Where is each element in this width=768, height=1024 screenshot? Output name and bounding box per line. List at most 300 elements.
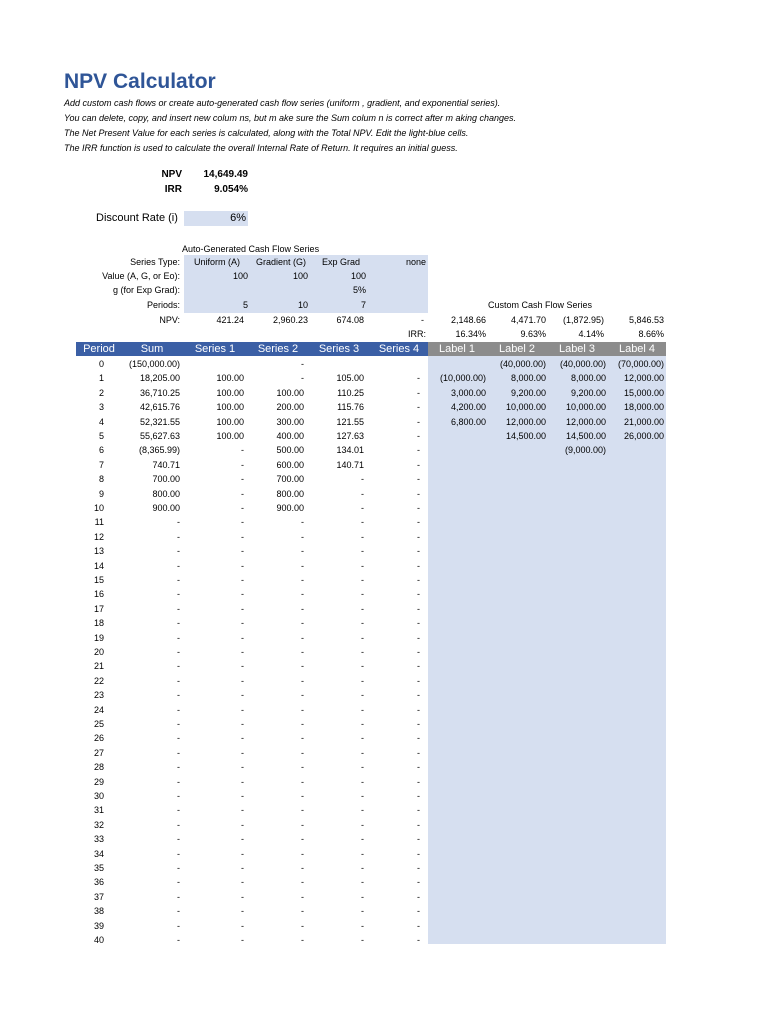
- cell-series-3: -: [361, 589, 364, 600]
- cell-series-4: -: [417, 387, 420, 398]
- cell-period: 16: [93, 589, 104, 600]
- cell-label-2[interactable]: 10,000.00: [505, 402, 546, 413]
- cell-sum: -: [177, 863, 180, 873]
- table-row: [0, 443, 768, 457]
- cell-sum: -: [177, 906, 180, 917]
- cell-series-4: -: [417, 877, 420, 888]
- cell-series-1: 100.00: [216, 387, 244, 398]
- cell-sum: -: [177, 603, 180, 614]
- cell-series-2: -: [301, 719, 304, 729]
- table-row: [0, 717, 768, 731]
- cell-series-3: -: [361, 920, 364, 931]
- series-2-npv: 2,960.23: [272, 315, 308, 325]
- cell-series-4: -: [417, 848, 420, 859]
- npv-label: NPV: [161, 169, 182, 180]
- cell-series-1: -: [241, 675, 244, 686]
- series-3-npv: 674.08: [336, 315, 364, 325]
- table-row: [0, 458, 768, 472]
- table-row: [0, 371, 768, 385]
- table-row: [0, 674, 768, 688]
- table-row: [0, 890, 768, 904]
- cell-series-1: -: [241, 920, 244, 931]
- cell-sum: -: [177, 776, 180, 787]
- cell-series-2: -: [301, 632, 304, 643]
- cell-label-1[interactable]: 6,800.00: [450, 416, 486, 427]
- irr-label: IRR: [164, 184, 182, 195]
- cell-series-4: -: [417, 560, 420, 571]
- cell-sum: -: [177, 560, 180, 571]
- cell-period: 2: [98, 387, 104, 398]
- cell-series-1: -: [241, 776, 244, 787]
- cell-label-2[interactable]: 12,000.00: [505, 416, 546, 427]
- cell-series-3: -: [361, 935, 364, 945]
- cell-sum: -: [177, 618, 180, 629]
- table-row: [0, 645, 768, 659]
- cell-series-4: -: [417, 762, 420, 773]
- table-row: [0, 760, 768, 774]
- table-row: [0, 832, 768, 846]
- cell-series-1: -: [241, 935, 244, 945]
- cell-series-2: -: [301, 819, 304, 830]
- cell-period: 31: [93, 805, 104, 816]
- table-row: [0, 933, 768, 947]
- cell-series-2: -: [301, 517, 304, 528]
- cell-label-1[interactable]: 3,000.00: [450, 387, 486, 398]
- cell-series-4: -: [417, 373, 420, 384]
- cell-series-4: -: [417, 488, 420, 499]
- table-row: [0, 357, 768, 371]
- npv-row-label: NPV:: [159, 315, 180, 325]
- cell-series-2: -: [301, 791, 304, 801]
- header-series-1: Series 1: [194, 343, 236, 355]
- cell-period: 18: [93, 618, 104, 629]
- cell-label-4[interactable]: 26,000.00: [623, 431, 664, 441]
- cell-series-4: -: [417, 416, 420, 427]
- discount-rate-input[interactable]: 6%: [184, 211, 248, 226]
- table-row: [0, 400, 768, 414]
- intro-line-4: The IRR function is used to calculate the overall Internal Rate of Return. It requires an initial guess.: [64, 143, 458, 153]
- cell-series-3: -: [361, 503, 364, 513]
- header-label-4[interactable]: Label 4: [618, 343, 656, 355]
- cell-period: 35: [93, 863, 104, 873]
- intro-line-2: You can delete, copy, and insert new colum ns, but m ake sure the Sum colum n is correct after m aking changes.: [64, 113, 517, 123]
- label-2-npv: 4,471.70: [510, 315, 546, 325]
- cell-period: 38: [93, 906, 104, 917]
- irr-row-label: IRR:: [408, 329, 426, 339]
- custom-series-title: Custom Cash Flow Series: [488, 300, 593, 310]
- series-3-periods[interactable]: 7: [360, 300, 366, 310]
- cell-series-1: -: [241, 863, 244, 873]
- table-row: [0, 487, 768, 501]
- cell-label-4[interactable]: 21,000.00: [623, 416, 664, 427]
- cell-series-1: -: [241, 618, 244, 629]
- cell-series-4: -: [417, 704, 420, 715]
- cell-series-2: -: [301, 618, 304, 629]
- g-label: g (for Exp Grad):: [112, 285, 180, 295]
- cell-period: 19: [93, 632, 104, 643]
- table-row: [0, 544, 768, 558]
- cell-label-4[interactable]: (70,000.00): [617, 359, 664, 369]
- cell-label-4[interactable]: 12,000.00: [623, 373, 664, 384]
- cell-series-1: -: [241, 733, 244, 744]
- cell-period: 4: [98, 416, 104, 427]
- cell-series-3: -: [361, 560, 364, 571]
- cell-series-2: 300.00: [276, 416, 304, 427]
- header-series-4: Series 4: [378, 343, 420, 355]
- cell-sum: 800.00: [152, 488, 180, 499]
- cell-series-1: -: [241, 517, 244, 528]
- series-1-type[interactable]: Uniform (A): [193, 257, 240, 267]
- cell-series-4: -: [417, 690, 420, 701]
- cell-series-1: 100.00: [216, 416, 244, 427]
- cell-series-1: -: [241, 848, 244, 859]
- cell-series-3: 105.00: [336, 373, 364, 384]
- cell-sum: 18,205.00: [139, 373, 180, 384]
- cell-series-3: -: [361, 747, 364, 758]
- cell-series-2: -: [301, 935, 304, 945]
- cell-label-3[interactable]: (40,000.00): [559, 359, 606, 369]
- table-row: [0, 515, 768, 529]
- cell-series-2: 100.00: [276, 387, 304, 398]
- cell-sum: -: [177, 891, 180, 902]
- table-row: [0, 530, 768, 544]
- cell-series-1: -: [241, 704, 244, 715]
- cell-series-1: -: [241, 747, 244, 758]
- cell-series-3: -: [361, 632, 364, 643]
- cell-series-4: -: [417, 834, 420, 845]
- table-row: [0, 602, 768, 616]
- cell-series-4: -: [417, 906, 420, 917]
- cell-label-3[interactable]: 8,000.00: [570, 373, 606, 384]
- cell-period: 32: [93, 819, 104, 830]
- cell-series-4: -: [417, 661, 420, 672]
- cell-period: 11: [94, 517, 104, 528]
- series-2-type[interactable]: Gradient (G): [255, 257, 306, 267]
- table-row: [0, 631, 768, 645]
- cell-sum: -: [177, 733, 180, 744]
- cell-series-3: -: [361, 661, 364, 672]
- cell-series-4: -: [417, 603, 420, 614]
- table-row: [0, 616, 768, 630]
- cell-series-4: -: [417, 618, 420, 629]
- cell-sum: 700.00: [152, 474, 180, 485]
- cell-series-2: -: [301, 733, 304, 744]
- cell-label-2[interactable]: 14,500.00: [505, 431, 546, 441]
- series-4-npv: -: [421, 315, 424, 325]
- cell-series-4: -: [417, 776, 420, 787]
- table-row: [0, 818, 768, 832]
- cell-series-4: -: [417, 632, 420, 643]
- cell-sum: -: [177, 589, 180, 600]
- cell-series-2: -: [301, 863, 304, 873]
- cell-period: 40: [93, 935, 104, 945]
- table-row: [0, 847, 768, 861]
- cell-series-2: -: [301, 603, 304, 614]
- cell-series-1: -: [241, 906, 244, 917]
- table-row: [0, 803, 768, 817]
- header-label-3[interactable]: Label 3: [558, 343, 596, 355]
- cell-series-2: 200.00: [276, 402, 304, 413]
- cell-period: 10: [93, 503, 104, 513]
- series-2-value[interactable]: 100: [292, 271, 308, 281]
- cell-period: 27: [93, 747, 104, 758]
- cell-sum: -: [177, 575, 180, 585]
- cell-series-1: -: [241, 488, 244, 499]
- cell-series-3: -: [361, 474, 364, 485]
- auto-series-title: Auto-Generated Cash Flow Series: [182, 244, 320, 254]
- cell-series-3: -: [361, 863, 364, 873]
- cell-series-2: 700.00: [276, 474, 304, 485]
- irr-total-value: 9.054%: [214, 184, 248, 195]
- cell-sum: 740.71: [152, 459, 180, 470]
- periods-label: Periods:: [146, 300, 180, 310]
- cell-series-2: -: [301, 747, 304, 758]
- cell-series-4: -: [417, 675, 420, 686]
- cell-period: 5: [98, 431, 104, 441]
- cell-series-3: 134.01: [336, 445, 364, 456]
- cell-series-2: -: [301, 805, 304, 816]
- cell-sum: -: [177, 920, 180, 931]
- table-row: [0, 789, 768, 803]
- cell-series-2: -: [301, 762, 304, 773]
- cell-period: 17: [93, 603, 104, 614]
- cell-series-1: -: [241, 546, 244, 557]
- cell-label-3[interactable]: 14,500.00: [565, 431, 606, 441]
- cell-label-3[interactable]: (9,000.00): [564, 445, 606, 456]
- cell-period: 1: [98, 373, 104, 384]
- cell-period: 29: [93, 776, 104, 787]
- cell-label-2[interactable]: 8,000.00: [510, 373, 546, 384]
- cell-label-3[interactable]: 12,000.00: [565, 416, 606, 427]
- cell-sum: (150,000.00): [128, 359, 180, 369]
- cell-series-2: -: [301, 675, 304, 686]
- label-1-irr: 16.34%: [455, 329, 486, 339]
- series-1-npv: 421.24: [216, 315, 244, 325]
- table-row: [0, 875, 768, 889]
- cell-label-1[interactable]: 4,200.00: [450, 402, 486, 413]
- cell-series-2: -: [301, 877, 304, 888]
- cell-series-1: -: [241, 834, 244, 845]
- cell-series-3: -: [361, 618, 364, 629]
- cell-series-3: -: [361, 647, 364, 657]
- cell-series-3: -: [361, 517, 364, 528]
- series-2-periods[interactable]: 10: [297, 300, 308, 310]
- header-label-1[interactable]: Label 1: [438, 343, 476, 355]
- cell-period: 36: [93, 877, 104, 888]
- cell-series-4: -: [417, 503, 420, 513]
- cell-series-4: -: [417, 517, 420, 528]
- table-row: [0, 746, 768, 760]
- cell-series-3: -: [361, 546, 364, 557]
- cell-label-1[interactable]: (10,000.00): [439, 373, 486, 384]
- table-row: [0, 429, 768, 443]
- cell-label-2[interactable]: 9,200.00: [510, 387, 546, 398]
- cell-label-4[interactable]: 18,000.00: [623, 402, 664, 413]
- header-period: Period: [83, 343, 115, 355]
- cell-series-2: -: [301, 647, 304, 657]
- cell-series-3: -: [361, 848, 364, 859]
- cell-sum: -: [177, 675, 180, 686]
- cell-sum: -: [177, 517, 180, 528]
- series-3-g[interactable]: 5%: [352, 285, 366, 295]
- cell-series-1: 100.00: [216, 373, 244, 384]
- header-sum: Sum: [140, 343, 164, 355]
- cell-series-1: -: [241, 474, 244, 485]
- cell-sum: -: [177, 762, 180, 773]
- series-1-periods[interactable]: 5: [242, 300, 248, 310]
- table-row: [0, 659, 768, 673]
- cell-series-4: -: [417, 891, 420, 902]
- cell-series-2: -: [301, 546, 304, 557]
- cell-series-1: -: [241, 503, 244, 513]
- cell-series-2: -: [301, 920, 304, 931]
- header-series-3: Series 3: [318, 343, 360, 355]
- table-row: [0, 904, 768, 918]
- cell-period: 25: [93, 719, 104, 729]
- cell-series-1: 100.00: [216, 431, 244, 441]
- cell-series-1: -: [241, 891, 244, 902]
- cell-sum: 900.00: [152, 503, 180, 513]
- series-type-label: Series Type:: [130, 257, 180, 267]
- cell-period: 22: [93, 675, 104, 686]
- cell-series-3: -: [361, 690, 364, 701]
- value-label: Value (A, G, or Eo):: [102, 271, 180, 281]
- cell-series-1: -: [241, 661, 244, 672]
- series-4-type[interactable]: none: [405, 257, 426, 267]
- cell-series-3: -: [361, 675, 364, 686]
- cell-series-1: -: [241, 589, 244, 600]
- cell-sum: 36,710.25: [139, 387, 180, 398]
- cell-series-1: -: [241, 575, 244, 585]
- table-row: [0, 775, 768, 789]
- cell-series-4: -: [417, 935, 420, 945]
- cell-series-3: 115.76: [337, 402, 364, 413]
- cell-series-2: -: [301, 776, 304, 787]
- cell-sum: -: [177, 690, 180, 701]
- page-title: NPV Calculator: [64, 70, 216, 93]
- cell-period: 0: [98, 359, 104, 369]
- cell-series-3: -: [361, 575, 364, 585]
- cell-series-2: -: [301, 690, 304, 701]
- series-3-type[interactable]: Exp Grad: [321, 257, 361, 267]
- cell-sum: -: [177, 546, 180, 557]
- cell-sum: -: [177, 834, 180, 845]
- cell-series-4: -: [417, 647, 420, 657]
- cell-series-4: -: [417, 531, 420, 542]
- cell-series-4: -: [417, 575, 420, 585]
- cell-sum: -: [177, 935, 180, 945]
- cell-series-3: -: [361, 834, 364, 845]
- cell-series-4: -: [417, 474, 420, 485]
- cell-series-4: -: [417, 819, 420, 830]
- cell-series-3: -: [361, 603, 364, 614]
- label-4-irr: 8.66%: [638, 329, 664, 339]
- cell-series-3: -: [361, 488, 364, 499]
- cell-period: 28: [93, 762, 104, 773]
- cell-period: 9: [98, 488, 104, 499]
- cell-label-4[interactable]: 15,000.00: [623, 387, 664, 398]
- cell-period: 37: [93, 891, 104, 902]
- cell-series-1: -: [241, 459, 244, 470]
- cell-series-2: -: [301, 359, 304, 369]
- table-row: [0, 861, 768, 875]
- table-row: [0, 587, 768, 601]
- cell-label-3[interactable]: 9,200.00: [570, 387, 606, 398]
- series-3-value[interactable]: 100: [350, 271, 366, 281]
- table-row: [0, 703, 768, 717]
- cell-period: 6: [98, 445, 104, 456]
- cell-period: 3: [98, 402, 104, 413]
- cell-series-4: -: [417, 805, 420, 816]
- cell-sum: -: [177, 704, 180, 715]
- cell-period: 24: [93, 704, 104, 715]
- cell-series-1: -: [241, 560, 244, 571]
- cell-series-4: -: [417, 719, 420, 729]
- cell-series-3: 140.71: [336, 459, 364, 470]
- cell-series-4: -: [417, 863, 420, 873]
- cell-series-2: 600.00: [276, 459, 304, 470]
- cell-series-1: -: [241, 603, 244, 614]
- cell-period: 34: [93, 848, 104, 859]
- cell-label-2[interactable]: (40,000.00): [499, 359, 546, 369]
- cell-series-4: -: [417, 445, 420, 456]
- cell-series-2: -: [301, 891, 304, 902]
- label-1-npv: 2,148.66: [450, 315, 486, 325]
- cell-series-2: -: [301, 848, 304, 859]
- table-row: [0, 559, 768, 573]
- cell-sum: -: [177, 747, 180, 758]
- cell-sum: -: [177, 805, 180, 816]
- cell-series-1: -: [241, 791, 244, 801]
- cell-series-1: 100.00: [216, 402, 244, 413]
- cell-series-2: -: [301, 373, 304, 384]
- cell-period: 15: [93, 575, 104, 585]
- table-row: [0, 919, 768, 933]
- cell-sum: (8,365.99): [138, 445, 180, 456]
- cell-series-4: -: [417, 459, 420, 470]
- cell-series-1: -: [241, 690, 244, 701]
- cell-series-3: -: [361, 791, 364, 801]
- cell-series-4: -: [417, 402, 420, 413]
- intro-line-1: Add custom cash flows or create auto-generated cash flow series (uniform , gradient, and exponential series).: [64, 98, 501, 108]
- header-label-2[interactable]: Label 2: [498, 343, 536, 355]
- cell-period: 26: [93, 733, 104, 744]
- cell-series-1: -: [241, 719, 244, 729]
- cell-sum: 55,627.63: [139, 431, 180, 441]
- intro-line-3: The Net Present Value for each series is calculated, along with the Total NPV. Edit the light-blue cells.: [64, 128, 469, 138]
- series-1-value[interactable]: 100: [232, 271, 248, 281]
- cell-series-3: -: [361, 776, 364, 787]
- table-row: [0, 415, 768, 429]
- cell-series-4: -: [417, 747, 420, 758]
- cell-series-2: 900.00: [276, 503, 304, 513]
- cell-period: 13: [93, 546, 104, 557]
- cell-series-2: -: [301, 589, 304, 600]
- cell-series-4: -: [417, 733, 420, 744]
- cell-sum: -: [177, 531, 180, 542]
- cell-series-3: -: [361, 877, 364, 888]
- cell-series-1: -: [241, 819, 244, 830]
- cell-series-3: -: [361, 762, 364, 773]
- cell-label-3[interactable]: 10,000.00: [565, 402, 606, 413]
- cell-series-1: -: [241, 762, 244, 773]
- cell-series-3: -: [361, 906, 364, 917]
- cell-period: 33: [93, 834, 104, 845]
- cell-series-1: -: [241, 877, 244, 888]
- label-4-npv: 5,846.53: [628, 315, 664, 325]
- cell-period: 8: [98, 474, 104, 485]
- table-row: [0, 688, 768, 702]
